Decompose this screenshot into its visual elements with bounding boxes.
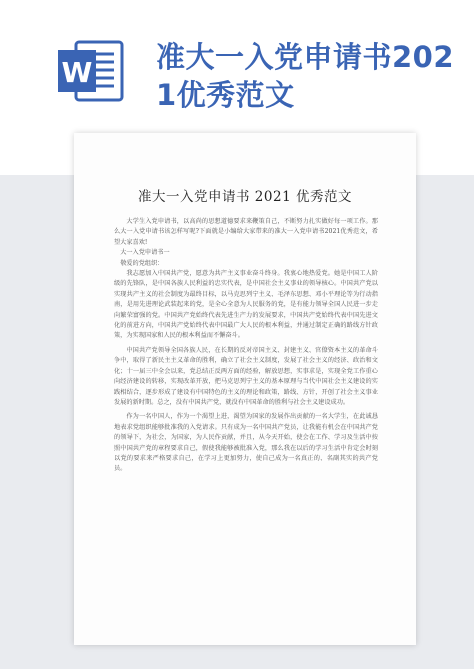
- body-paragraph: 中国共产党领导全国各族人民，在长期的反对帝国主义、封建主义、官僚资本主义的革命斗争中，取得了新民主主义革命的胜利，确立了社会主义制度，发展了社会主义的经济、政治和文化；十一届三中全会以来，党总结正反两方面的经验，解放思想，实事求是，实现全党工作重心向经济建设的转移，实现改革开放，把马克思列宁主义的基本原理与当代中国社会主义建设的实践相结合，逐步形成了建设有中国特色的主义的理论和政策，路线、方针，开创了社会主义事业发展的新时期。总之，没有中国共产党，就没有中国革命的胜利与社会主义建设成功。: [114, 346, 378, 406]
- body-paragraph: 作为一名中国人，作为一个渴望上进，渴望为国家的发展作出贡献的一名大学生，在此诚恳地表求党组织能够批准我的入党请求。只有成为一名中国共产党员，让我能有机会在中国共产党的领导下，为社会，为国家，为人民作贡献，并且，从今天开始，使会在工作、学习及生活中按照中国共产党的章程要求自己，假使我能够被批准入党，那么我在以后的学习生活中肯定会时刻以党的要求来严格要求自己，在学习上更加努力，使自己成为一名真正的、名副其实的共产党员。: [114, 413, 378, 473]
- body-paragraph: 我志愿加入中国共产党，愿意为共产主义事业奋斗终身。我衷心地热爱党。她是中国工人阶级的先锋队，是中国各族人民利益的忠实代表，是中国社会主义事业的领导核心。中国共产党以实现共产主义的社会制度为最终目标，以马克思列宁主义、毛泽东思想、邓小平理论等为行动指南，是用先进理论武装起来的党，是全心全意为人民服务的党，是有能力领导全国人民进一步走向繁荣富强的党。中国共产党始终代表先进生产力的发展要求，中国共产党始终代表中国先进文化的前进方向，中国共产党始终代表中国最广大人民的根本利益，并通过制定正确的路线方针政策，为实现国家和人民的根本利益而不懈奋斗。: [114, 270, 378, 340]
- section-label: 大一入党申请书一: [120, 249, 170, 257]
- word-document-icon: [56, 38, 128, 104]
- salutation: 敬爱的党组织：: [120, 259, 164, 267]
- svg-text:W: W: [61, 56, 93, 89]
- document-title: 准大一入党申请书 2021 优秀范文: [138, 189, 352, 205]
- intro-paragraph: 大学生入党申请书，以高尚的思想道德要求来鞭策自己，不断努力扎实做好每一项工作。那么大一入党申请书该怎样写呢?下面就是小编给大家带来的准大一入党申请书2021优秀范文，希望大家喜欢!: [114, 218, 378, 246]
- document-body: [114, 217, 378, 475]
- document-page: [74, 133, 416, 645]
- page-title: 准大一入党申请书2021优秀范文: [156, 40, 455, 112]
